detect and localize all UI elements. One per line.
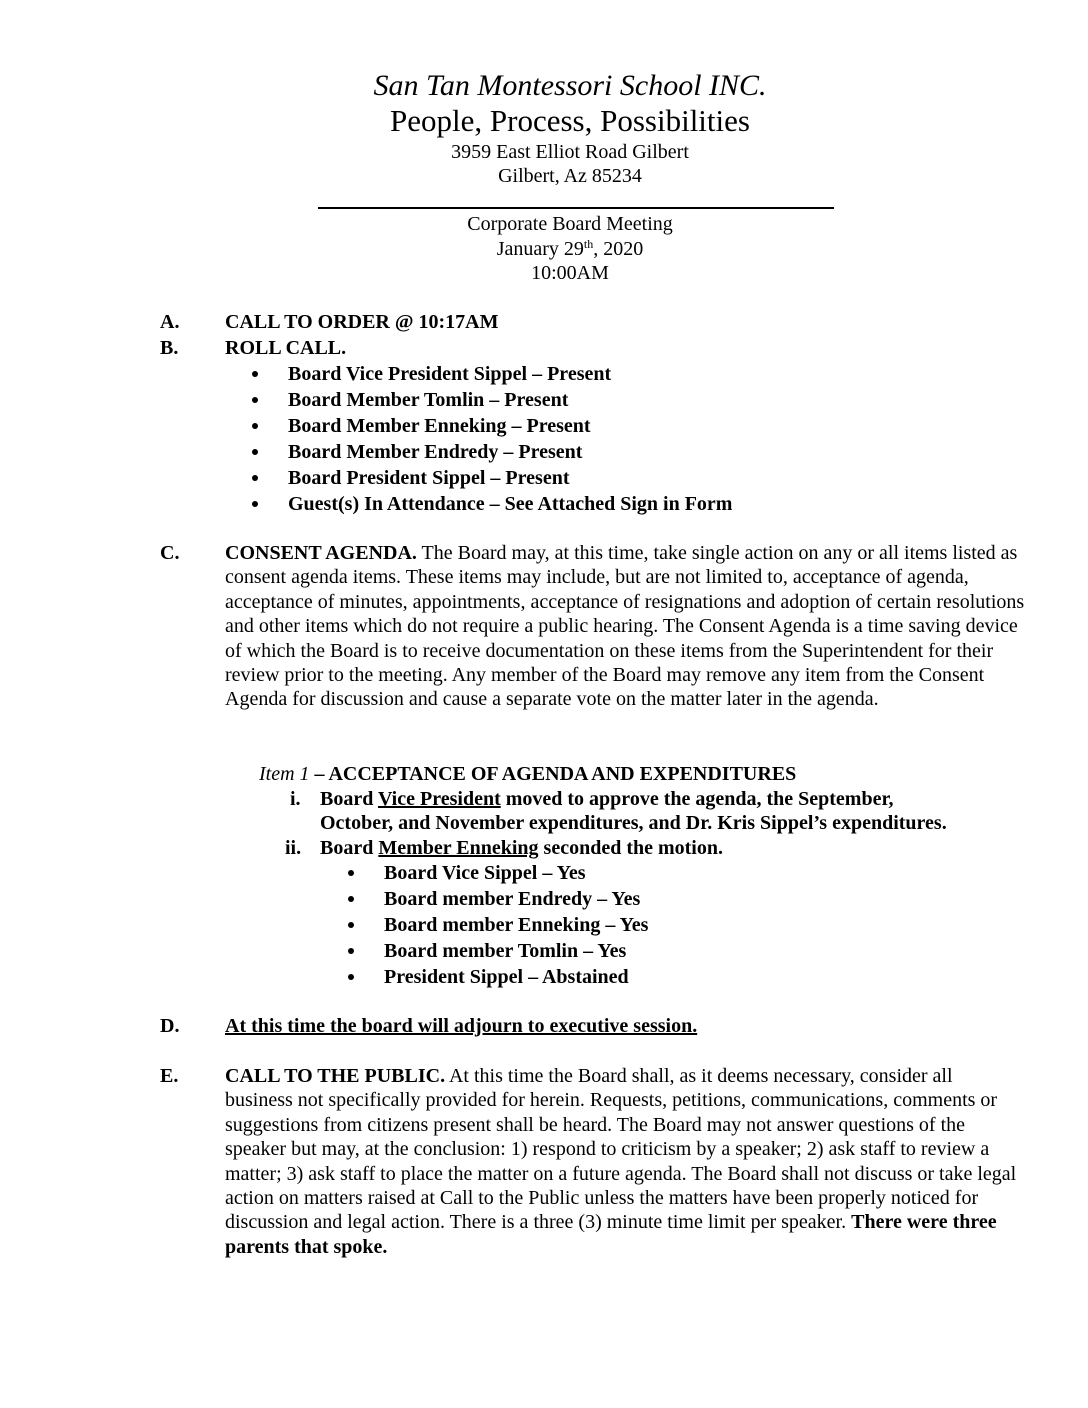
bullet-icon xyxy=(252,475,258,481)
vote-text: Board member Enneking – Yes xyxy=(384,914,649,936)
bullet-icon xyxy=(252,449,258,455)
section-e-letter: E. xyxy=(160,1065,179,1087)
school-name: San Tan Montessori School INC. xyxy=(373,69,767,102)
motion-i-numeral: i. xyxy=(290,788,301,810)
motion-ii-rest: seconded the motion. xyxy=(538,837,723,859)
vote-text: Board member Tomlin – Yes xyxy=(384,940,627,962)
roll-call-text: Board Member Endredy – Present xyxy=(288,441,583,463)
roll-call-item xyxy=(252,413,732,439)
bullet-icon xyxy=(252,423,258,429)
section-c-heading: CONSENT AGENDA. xyxy=(225,542,417,564)
vote-item xyxy=(348,860,648,886)
roll-call-text: Board Member Tomlin – Present xyxy=(288,389,569,411)
meeting-date xyxy=(0,237,1088,261)
meeting-time: 10:00AM xyxy=(531,262,609,284)
section-a-letter: A. xyxy=(160,311,180,333)
section-c-paragraph xyxy=(225,541,1025,712)
bullet-icon xyxy=(348,896,354,902)
vote-text: Board member Endredy – Yes xyxy=(384,888,641,910)
section-c-body: The Board may, at this time, take single action on any or all items listed as consent agenda items. These items may include, but are not limited to, acceptance of agenda, acceptance of minutes, appointments, acceptance of resignations and adoption of certain resolutions and other items which do not require a public hearing. The Consent Agenda is a time saving device of which the Board is to receive documentation on these items from the Superintendent for their review prior to the meeting. Any member of the Board may remove any item from the Consent Agenda for discussion and cause a separate vote on the matter later in the agenda. xyxy=(225,542,1025,711)
section-c-letter: C. xyxy=(160,542,180,564)
vote-item xyxy=(348,964,648,990)
vote-item xyxy=(348,938,648,964)
section-b-heading: ROLL CALL. xyxy=(225,337,347,359)
bullet-icon xyxy=(348,948,354,954)
motion-ii-seconder: Member Enneking xyxy=(378,837,539,859)
roll-call-text: Guest(s) In Attendance – See Attached Sign in Form xyxy=(288,493,733,515)
bullet-icon xyxy=(252,397,258,403)
roll-call-item xyxy=(252,439,732,465)
meeting-date-year: , 2020 xyxy=(593,238,644,260)
vote-item xyxy=(348,886,648,912)
header-divider xyxy=(318,207,834,209)
bullet-icon xyxy=(348,974,354,980)
address-line-1: 3959 East Elliot Road Gilbert xyxy=(451,141,689,163)
roll-call-item xyxy=(252,361,732,387)
vote-text: President Sippel – Abstained xyxy=(384,966,629,988)
section-e-heading: CALL TO THE PUBLIC. xyxy=(225,1065,446,1087)
section-d-letter: D. xyxy=(160,1015,180,1037)
school-motto: People, Process, Possibilities xyxy=(390,103,750,138)
item-1-label: Item 1 xyxy=(259,763,310,785)
roll-call-item xyxy=(252,491,732,517)
motion-i-line2: October, and November expenditures, and Dr. Kris Sippel’s expenditures. xyxy=(320,812,947,835)
section-a-heading: CALL TO ORDER @ 10:17AM xyxy=(225,311,499,333)
meeting-date-suffix: th xyxy=(583,237,594,251)
section-e-paragraph xyxy=(225,1064,1025,1259)
roll-call-list xyxy=(252,361,732,517)
vote-text: Board Vice Sippel – Yes xyxy=(384,862,586,884)
motion-ii-numeral: ii. xyxy=(285,837,302,859)
motion-ii-text xyxy=(320,836,723,860)
motion-i-rest: moved to approve the agenda, the September, xyxy=(500,788,894,810)
vote-item xyxy=(348,912,648,938)
meeting-date-prefix: January 29 xyxy=(496,238,584,260)
roll-call-item xyxy=(252,387,732,413)
section-e-body: At this time the Board shall, as it deems necessary, consider all business not specifically provided for herein. Requests, petitions, communications, comments or suggestions from citizens present shall be heard. The Board may not answer questions of the speaker but may, at the conclusion: 1) respond to criticism by a speaker; 2) ask staff to review a matter; 3) ask staff to place the matter on a future agenda. The Board shall not discuss or take legal action on matters raised at Call to the Public unless the matters have been properly noticed for discussion and legal action. There is a three (3) minute time limit per speaker. xyxy=(225,1065,1017,1234)
section-b-letter: B. xyxy=(160,337,179,359)
motion-i-mover: Vice President xyxy=(377,788,501,810)
section-e-closing: There were three parents that spoke. xyxy=(225,1211,997,1258)
bullet-icon xyxy=(348,870,354,876)
meeting-title: Corporate Board Meeting xyxy=(467,213,673,235)
roll-call-text: Board Member Enneking – Present xyxy=(288,415,591,437)
motion-i-text xyxy=(320,787,947,836)
motion-i-pre: Board xyxy=(320,788,378,810)
item-1-heading xyxy=(259,762,796,786)
address-line-2: Gilbert, Az 85234 xyxy=(498,165,642,187)
roll-call-text: Board President Sippel – Present xyxy=(288,467,570,489)
item-1-title: – ACCEPTANCE OF AGENDA AND EXPENDITURES xyxy=(309,763,797,785)
bullet-icon xyxy=(348,922,354,928)
section-d-heading: At this time the board will adjourn to executive session. xyxy=(225,1015,698,1037)
bullet-icon xyxy=(252,371,258,377)
vote-list xyxy=(348,860,648,990)
bullet-icon xyxy=(252,501,258,507)
motion-ii-pre: Board xyxy=(320,837,379,859)
roll-call-text: Board Vice President Sippel – Present xyxy=(288,363,612,385)
roll-call-item xyxy=(252,465,732,491)
